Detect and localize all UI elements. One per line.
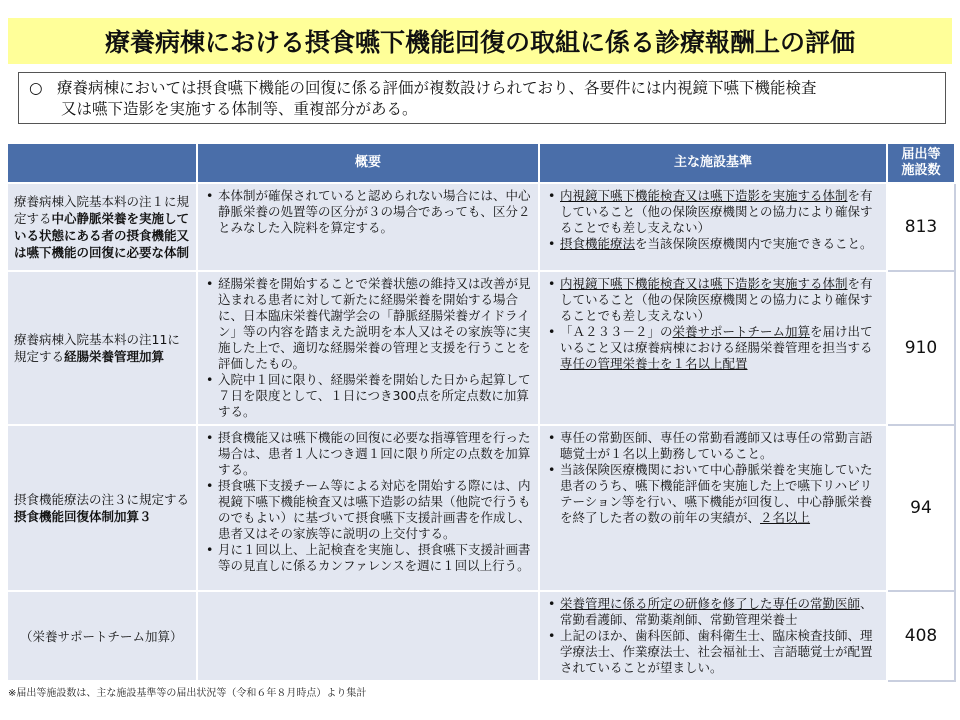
overview-item: • 本体制が確保されていると認められない場合には、中心静脈栄養の処置等の区分が３の場合であっても、区分２とみなした入院料を算定する。	[204, 188, 532, 236]
row-count: 408	[887, 591, 955, 681]
overview-item: • 月に１回以上、上記検査を実施し、摂食嚥下支援計画書等の見直しに係るカンファレンスを週に１回以上行う。	[204, 542, 532, 574]
criteria-text: を有していること（他の保険医療機関との協力により確保することでも差し支えない）	[560, 276, 873, 323]
header-count-line-2: 施設数	[901, 163, 941, 178]
criteria-item	[546, 430, 880, 462]
overview-item: • 摂食機能又は嚥下機能の回復に必要な指導管理を行った場合は、患者１人につき週１回に限り所定の点数を加算する。	[204, 430, 532, 478]
row-overview	[197, 591, 539, 681]
summary-line-2: 又は嚥下造影を実施する体制等、重複部分がある。	[61, 100, 418, 118]
row-criteria	[539, 183, 887, 271]
criteria-underlined: 栄養管理に係る所定の研修を修了した専任の常勤医師	[560, 596, 861, 611]
table-row	[7, 591, 955, 681]
header-overview: 概要	[197, 143, 539, 183]
criteria-text: を当該保険医療機関内で実施できること。	[635, 236, 873, 251]
evaluation-table	[6, 142, 956, 682]
row-count: 813	[887, 183, 955, 271]
criteria-item	[546, 276, 880, 324]
row-criteria	[539, 425, 887, 591]
summary-text-1: 療養病棟においては摂食嚥下機能の回復に係る評価が複数設けられており、各要件には内視鏡下嚥下機能検査	[57, 79, 817, 97]
summary-bullet: ○	[29, 79, 43, 97]
row-item-name-bold: 摂食機能回復体制加算３	[14, 509, 152, 524]
row-overview	[197, 425, 539, 591]
criteria-item	[546, 324, 880, 372]
summary-box	[18, 72, 946, 124]
header-criteria: 主な施設基準	[539, 143, 887, 183]
row-item-name-bold: 経腸栄養管理加算	[64, 349, 165, 364]
row-item-name	[7, 271, 197, 425]
footnote: ※届出等施設数は、主な施設基準等の届出状況等（令和６年８月時点）より集計	[8, 688, 367, 699]
row-item-name-text: 摂食機能療法の注３に規定する	[14, 492, 190, 507]
table-row	[7, 425, 955, 591]
row-item-name	[7, 425, 197, 591]
page-title-text: 療養病棟における摂食嚥下機能回復の取組に係る診療報酬上の評価	[104, 28, 855, 57]
criteria-underlined: 摂食機能療法	[560, 236, 636, 251]
row-item-name-bold: 中心静脈栄養を実施している状態にある者の摂食機能又は嚥下機能の回復に必要な体制	[14, 211, 190, 260]
criteria-underlined: 内視鏡下嚥下機能検査又は嚥下造影を実施する体制	[560, 188, 848, 203]
header-count-line-1: 届出等	[901, 147, 941, 162]
criteria-underlined: 栄養サポートチーム加算	[672, 324, 811, 339]
criteria-text: を有していること（他の保険医療機関との協力により確保することでも差し支えない）	[560, 188, 873, 235]
overview-item: • 経腸栄養を開始することで栄養状態の維持又は改善が見込まれる患者に対して新たに経腸栄養を開始する場合に、日本臨床栄養代謝学会の「静脈経腸栄養ガイドライン」等の内容を踏まえた説明を本人又はその家族等に実施した上で、適切な経腸栄養の管理と支援を行うことを評価したもの。	[204, 276, 532, 372]
overview-item: • 入院中１回に限り、経腸栄養を開始した日から起算して７日を限度として、１日につき300点を所定点数に加算する。	[204, 372, 532, 420]
header-count	[887, 143, 955, 183]
row-overview	[197, 271, 539, 425]
criteria-underlined: ２名以上	[760, 510, 811, 525]
criteria-underlined: 内視鏡下嚥下機能検査又は嚥下造影を実施する体制	[560, 276, 848, 291]
criteria-text: 上記のほか、歯科医師、歯科衛生士、臨床検査技師、理学療法士、作業療法士、社会福祉士、言語聴覚士が配置されていることが望ましい。	[560, 628, 873, 675]
criteria-text: 当該保険医療機関において中心静脈栄養を実施していた患者のうち、嚥下機能評価を実施した上で嚥下リハビリテーション等を行い、嚥下機能が回復し、中心静脈栄養を終了した者の数の前年の実績が、	[560, 462, 873, 525]
row-item-name	[7, 183, 197, 271]
table-row	[7, 271, 955, 425]
criteria-item	[546, 596, 880, 628]
table-header-row	[7, 143, 955, 183]
criteria-item	[546, 236, 880, 252]
criteria-text: 専任の常勤医師、専任の常勤看護師又は専任の常勤言語聴覚士が１名以上勤務していること。	[560, 430, 873, 461]
criteria-item	[546, 628, 880, 676]
criteria-item	[546, 462, 880, 526]
row-count: 94	[887, 425, 955, 591]
criteria-item	[546, 188, 880, 236]
row-item-name-text: 療養病棟入院基本料の注11に規定する	[14, 332, 180, 364]
header-item	[7, 143, 197, 183]
criteria-text: 「Ａ２３３－２」の	[560, 324, 673, 339]
table-row	[7, 183, 955, 271]
overview-item: • 摂食嚥下支援チーム等による対応を開始する際には、内視鏡下嚥下機能検査又は嚥下造影の結果（他院で行うものでもよい）に基づいて摂食嚥下支援計画書を作成し、患者又はその家族等に説明の上交付する。	[204, 478, 532, 542]
row-count: 910	[887, 271, 955, 425]
row-item-name	[7, 591, 197, 681]
row-overview	[197, 183, 539, 271]
criteria-underlined: 専任の管理栄養士を１名以上配置	[560, 356, 748, 371]
row-item-name-text: （栄養サポートチーム加算）	[20, 628, 183, 644]
row-criteria	[539, 271, 887, 425]
row-item-name-text: 療養病棟入院基本料の注１に規定する	[14, 194, 190, 226]
page-title	[8, 18, 952, 64]
row-criteria	[539, 591, 887, 681]
summary-line-1	[29, 78, 935, 99]
criteria-text: を届け出ていること又は療養病棟における経腸栄養管理を担当する	[560, 324, 873, 355]
criteria-text: 、常勤看護師、常勤薬剤師、常勤管理栄養士	[560, 596, 873, 627]
